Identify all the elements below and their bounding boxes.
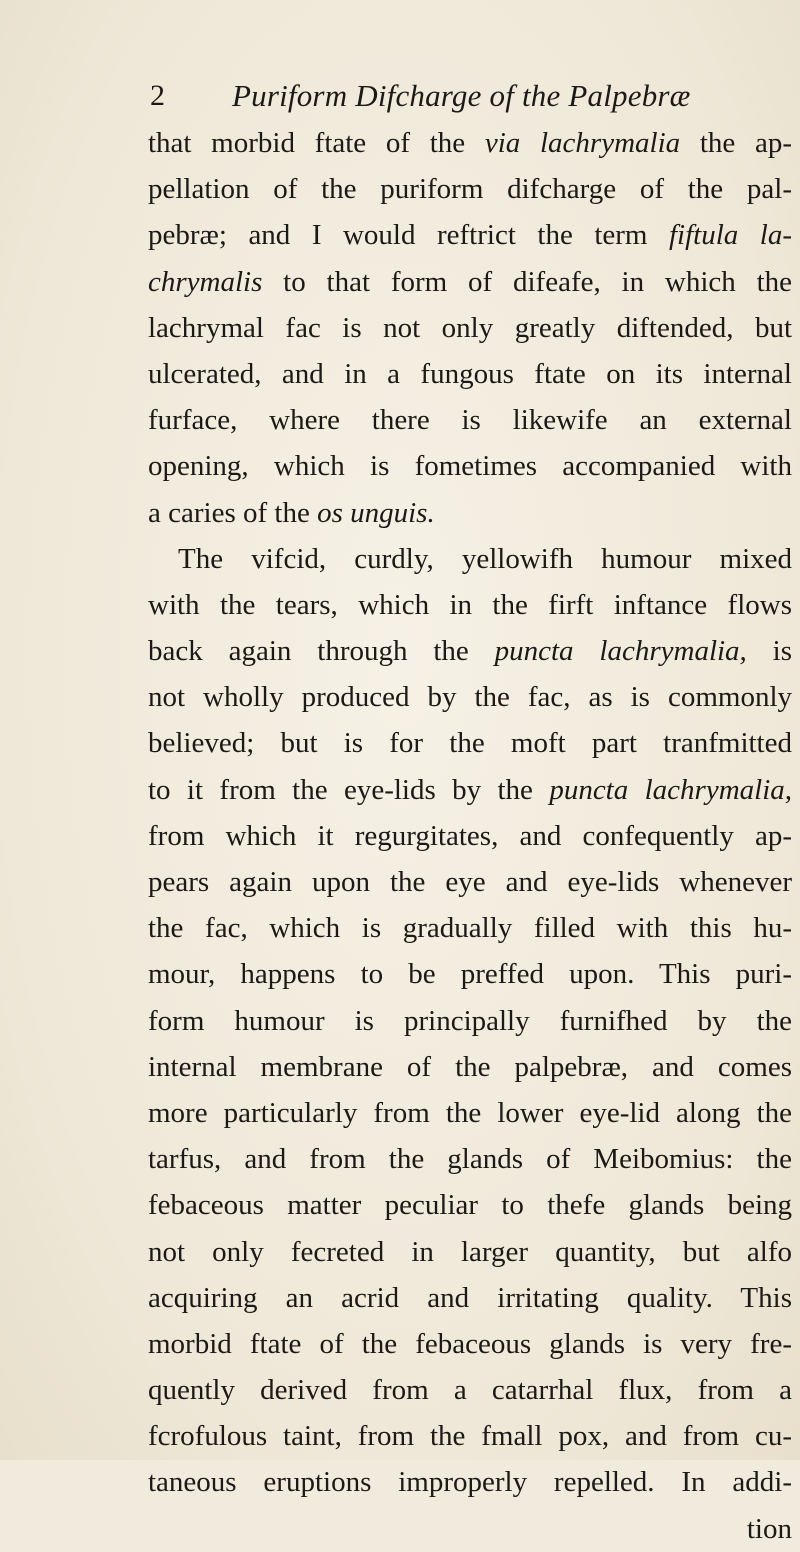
text-run: tion xyxy=(746,1512,792,1545)
text-run: internal membrane of the palpebræ, and comes xyxy=(148,1050,792,1083)
text-line xyxy=(148,1367,792,1413)
text-line xyxy=(148,305,792,351)
text-line xyxy=(148,998,792,1044)
text-line xyxy=(148,767,792,813)
text-run: acquiring an acrid and irritating quality. This xyxy=(148,1281,792,1314)
text-run: pears again upon the eye and eye-lids whenever xyxy=(148,866,792,898)
text-line xyxy=(148,1459,792,1505)
text-line xyxy=(148,628,792,674)
text-line xyxy=(148,1182,792,1228)
text-run: febaceous matter peculiar to thefe glands being xyxy=(148,1189,792,1222)
text-line xyxy=(148,1275,792,1321)
text-run: to that form of difeafe, in which the xyxy=(262,265,792,298)
page-header xyxy=(0,78,800,118)
text-run: from which it regurgitates, and confequently ap- xyxy=(148,819,792,852)
text-run: the fac, which is gradually filled with this hu- xyxy=(148,912,792,945)
text-line xyxy=(148,905,792,951)
text-line xyxy=(148,1321,792,1367)
text-line xyxy=(148,1506,792,1552)
text-line xyxy=(148,720,792,766)
text-run: furface, where there is likewife an external xyxy=(148,404,792,437)
text-line xyxy=(148,443,792,489)
text-run: the ap- xyxy=(680,127,792,159)
text-run: believed; but is for the moft part tranfmitted xyxy=(148,727,792,760)
text-line xyxy=(148,1229,792,1275)
text-run: with the tears, which in the firft inftance flows xyxy=(148,588,792,621)
text-run: tarfus, and from the glands of Meibomius: the xyxy=(148,1143,792,1176)
body-text xyxy=(148,120,792,1552)
text-run: to it from the eye-lids by the xyxy=(148,773,550,806)
text-line xyxy=(148,120,792,166)
text-line xyxy=(148,582,792,628)
text-run: pellation of the puriform difcharge of the pal- xyxy=(148,173,792,206)
text-run: opening, which is fometimes accompanied with xyxy=(148,450,792,483)
italic-run: chrymalis xyxy=(148,265,263,298)
text-line xyxy=(148,951,792,997)
page-number: 2 xyxy=(150,79,165,112)
text-run: The vifcid, curdly, yellowifh humour mixed xyxy=(178,542,792,575)
text-run: not wholly produced by the fac, as is commonly xyxy=(148,681,792,714)
text-run: form humour is principally furnifhed by the xyxy=(148,1004,792,1037)
text-run: lachrymal fac is not only greatly diftended, but xyxy=(148,311,792,344)
text-run: that morbid ftate of the xyxy=(148,127,485,159)
text-run: fcrofulous taint, from the fmall pox, and from cu- xyxy=(148,1420,792,1453)
text-line xyxy=(148,813,792,859)
text-line xyxy=(148,259,792,305)
italic-run: via lachrymalia xyxy=(484,127,681,159)
text-line xyxy=(148,397,792,443)
text-line xyxy=(148,536,792,582)
text-line xyxy=(148,351,792,397)
text-run: pebræ; and I would reftrict the term xyxy=(148,219,669,252)
text-run: mour, happens to be preffed upon. This puri- xyxy=(148,958,792,991)
text-run: not only fecreted in larger quantity, but alfo xyxy=(148,1235,792,1268)
text-run: ulcerated, and in a fungous ftate on its internal xyxy=(148,357,792,390)
text-line xyxy=(148,1044,792,1090)
text-line xyxy=(148,674,792,720)
italic-run: fiftula la- xyxy=(668,219,792,252)
text-line xyxy=(148,490,792,536)
text-run: back again through the xyxy=(148,635,495,668)
text-line xyxy=(148,166,792,212)
text-line xyxy=(148,1136,792,1182)
italic-run: os unguis. xyxy=(317,496,435,529)
italic-run: puncta lachrymalia, xyxy=(549,773,793,806)
text-run: quently derived from a catarrhal flux, from a xyxy=(148,1374,792,1407)
text-run: a caries of the xyxy=(148,496,318,529)
text-run: is xyxy=(746,635,793,668)
text-run: morbid ftate of the febaceous glands is very fre- xyxy=(148,1327,792,1360)
text-line xyxy=(148,1413,792,1459)
text-line xyxy=(148,212,792,258)
running-head: Puriform Difcharge of the Palpebræ xyxy=(232,78,691,113)
text-line xyxy=(148,859,792,905)
text-line xyxy=(148,1090,792,1136)
text-run: more particularly from the lower eye-lid along the xyxy=(148,1096,792,1129)
text-run: taneous eruptions improperly repelled. In addi- xyxy=(148,1466,792,1499)
italic-run: puncta lachrymalia, xyxy=(494,635,747,668)
